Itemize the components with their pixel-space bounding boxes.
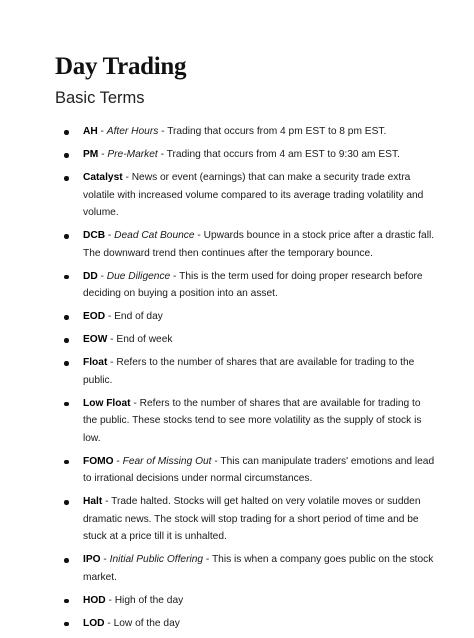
term-label: EOD: [83, 311, 106, 322]
list-item: HOD - High of the day: [55, 592, 435, 610]
term-expansion: Dead Cat Bounce: [114, 230, 195, 241]
bullet-icon: [64, 361, 69, 366]
term-definition: Upwards bounce in a stock price after a drastic fall. The downward trend then continues after the temporary bounce.: [83, 230, 435, 259]
term-label: Low Float: [83, 397, 131, 409]
bullet-icon: [64, 153, 69, 158]
term-label: EOW: [83, 334, 108, 345]
bullet-icon: [64, 500, 69, 505]
term-label: FOMO: [83, 455, 114, 467]
bullet-icon: [64, 402, 69, 407]
terms-list: [55, 123, 435, 638]
term-expansion: Initial Public Offering: [109, 554, 204, 565]
term-label: DD: [83, 270, 98, 282]
bullet-icon: [64, 338, 69, 343]
list-item: PM - Pre-Market - Trading that occurs from 4 am EST to 9:30 am EST.: [55, 146, 435, 164]
list-item: IPO - Initial Public Offering - This is when a company goes public on the stock market.: [55, 551, 435, 586]
term-definition: This is when a company goes public on the stock market.: [83, 554, 434, 583]
term-label: Catalyst: [83, 172, 123, 183]
term-definition: Trading that occurs from 4 am EST to 9:30 am EST.: [166, 149, 400, 160]
term-definition: News or event (earnings) that can make a security trade extra volatile with increased volume compared to its average trading volatility and volume.: [83, 172, 424, 218]
term-definition: This is the term used for doing proper research before deciding on buying a position into an asset.: [83, 270, 423, 299]
term-label: HOD: [83, 594, 106, 606]
term-label: AH: [83, 126, 98, 137]
term-definition: Low of the day: [113, 617, 180, 629]
bullet-icon: [64, 599, 69, 604]
bullet-icon: [64, 460, 69, 465]
term-label: DCB: [83, 230, 106, 241]
term-label: LOD: [83, 617, 105, 629]
list-item: DCB - Dead Cat Bounce - Upwards bounce in a stock price after a drastic fall. The downward trend then continues after the temporary bounce.: [55, 227, 435, 262]
term-label: PM: [83, 149, 99, 160]
list-item: AH - After Hours - Trading that occurs from 4 pm EST to 8 pm EST.: [55, 123, 435, 141]
term-expansion: After Hours: [106, 126, 159, 137]
term-definition: Refers to the number of shares that are available for trading to the public. These stocks tend to see more volatility as the supply of stock is low.: [83, 397, 422, 444]
term-expansion: Fear of Missing Out: [122, 455, 212, 467]
term-definition: End of day: [114, 311, 163, 322]
page-title: Day Trading: [55, 53, 187, 80]
list-item: FOMO - Fear of Missing Out - This can manipulate traders' emotions and lead to irrational decisions under normal circumstances.: [55, 453, 435, 488]
bullet-icon: [64, 130, 69, 135]
term-definition: This can manipulate traders' emotions and lead to irrational decisions under normal circumstances.: [83, 455, 435, 484]
term-definition: Refers to the number of shares that are available for trading to the public.: [83, 357, 415, 386]
bullet-icon: [64, 315, 69, 320]
bullet-icon: [64, 558, 69, 563]
list-item: DD - Due Diligence - This is the term used for doing proper research before deciding on buying a position into an asset.: [55, 268, 435, 303]
term-definition: Trading that occurs from 4 pm EST to 8 pm EST.: [167, 126, 387, 137]
list-item: Float - Refers to the number of shares that are available for trading to the public.: [55, 354, 435, 389]
bullet-icon: [64, 275, 69, 280]
bullet-icon: [64, 176, 69, 181]
list-item: EOW - End of week: [55, 331, 435, 349]
term-expansion: Due Diligence: [106, 270, 171, 282]
list-item: Halt - Trade halted. Stocks will get halted on very volatile moves or sudden dramatic news. The stock will stop trading for a short period of time and be stuck at a price till it is unhalted.: [55, 493, 435, 546]
term-expansion: Pre-Market: [107, 149, 158, 160]
bullet-icon: [64, 234, 69, 239]
list-item: EOD - End of day: [55, 308, 435, 326]
section-heading: Basic Terms: [55, 89, 145, 107]
list-item: LOD - Low of the day: [55, 615, 435, 633]
list-item: Low Float - Refers to the number of shares that are available for trading to the public. These stocks tend to see more volatility as the supply of stock is low.: [55, 395, 435, 448]
term-label: Float: [83, 357, 108, 368]
term-definition: High of the day: [114, 594, 184, 606]
term-label: Halt: [83, 496, 103, 507]
term-label: IPO: [83, 554, 101, 565]
bullet-icon: [64, 622, 69, 627]
term-definition: End of week: [116, 334, 173, 345]
list-item: Catalyst - News or event (earnings) that can make a security trade extra volatile with increased volume compared to its average trading volatility and volume.: [55, 169, 435, 222]
term-definition: Trade halted. Stocks will get halted on very volatile moves or sudden dramatic news. The stock will stop trading for a short period of time and be stuck at a price till it is unhalted.: [83, 496, 421, 542]
